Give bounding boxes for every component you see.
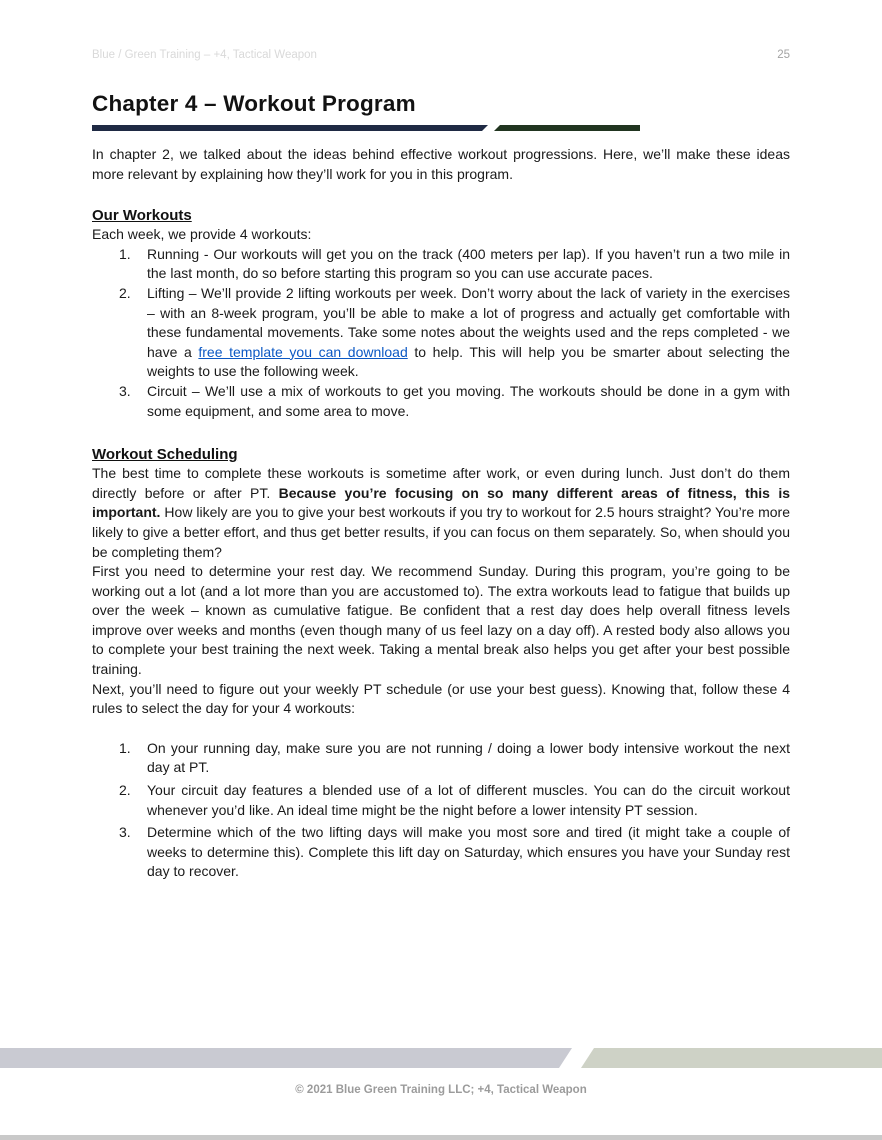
footer-decoration-band <box>0 1048 882 1068</box>
list-item-lifting <box>92 284 790 382</box>
footer-copyright: © 2021 Blue Green Training LLC; +4, Tactical Weapon <box>295 1084 587 1096</box>
list-item-number: 1. <box>119 245 131 262</box>
lifting-text-before: Lifting – We’ll provide 2 lifting workouts per week. Don’t worry about the lack of variety in the exercises – with an 8-week program, you’ll be able to make a lot of progress and actually get comfortable with these fundamental movements. Take some notes about the weights used and the reps completed - we have a <box>147 284 790 360</box>
rule-item-2 <box>92 781 790 820</box>
workouts-list <box>92 245 790 421</box>
scheduling-paragraph-2: First you need to determine your rest day. We recommend Sunday. During this program, you’re going to be working out a lot (and a lot more than you are accustomed to). The extra workouts lead to fatigue that builds up over the week – known as cumulative fatigue. Be confident that a rest day does help overall fitness levels improve over weeks and months (even though many of us feel lazy on a day off). A rested body also allows you to complete your best training the next week. Taking a mental break also helps you get after your best possible training. <box>92 563 790 678</box>
title-divider-navy-bar <box>92 125 488 131</box>
page-number: 25 <box>777 49 790 61</box>
lifting-text-after: to help. This will help you be smarter about selecting the weights to use the following week. <box>147 343 790 380</box>
list-item-text: On your running day, make sure you are not running / doing a lower body intensive workout the next day at PT. <box>147 739 790 776</box>
scheduling-rules-list <box>92 739 790 882</box>
list-item-running <box>92 245 790 284</box>
rule-item-3 <box>92 823 790 882</box>
workouts-lead: Each week, we provide 4 workouts: <box>92 226 312 243</box>
footer-band-right-stripe <box>581 1048 882 1068</box>
list-item-number: 2. <box>119 782 131 799</box>
list-item-text: Running - Our workouts will get you on the track (400 meters per lap). If you haven’t run a two mile in the last month, do so before starting this program so you can use accurate paces. <box>147 245 790 282</box>
list-item-text <box>147 284 790 382</box>
scheduling-paragraph-3: Next, you’ll need to figure out your weekly PT schedule (or use your best guess). Knowing that, follow these 4 rules to select the day for your 4 workouts: <box>92 680 790 717</box>
list-item-text: Circuit – We’ll use a mix of workouts to get you moving. The workouts should be done in a gym with some equipment, and some area to move. <box>147 382 790 419</box>
header-title: Blue / Green Training – +4, Tactical Weapon <box>92 49 317 61</box>
free-template-download-link[interactable]: free template you can download <box>198 343 408 360</box>
scheduling-p1-before: The best time to complete these workouts is sometime after work, or even during lunch. Just don’t do them directly before or after PT. <box>92 465 790 501</box>
section-heading-workout-scheduling: Workout Scheduling <box>92 446 238 464</box>
scheduling-p1-bold: Because you’re focusing on so many different areas of fitness, this is important. <box>92 484 791 521</box>
scheduling-paragraph-1 <box>92 464 790 562</box>
title-divider-green-bar <box>494 125 640 131</box>
footer-band-left-stripe <box>0 1048 572 1068</box>
chapter-title: Chapter 4 – Workout Program <box>92 91 416 116</box>
rule-item-1 <box>92 739 790 778</box>
list-item-circuit <box>92 382 790 421</box>
list-item-number: 3. <box>119 382 131 399</box>
list-item-number: 3. <box>119 824 131 841</box>
list-item-text: Determine which of the two lifting days will make you most sore and tired (it might take a couple of weeks to determine this). Complete this lift day on Saturday, which ensures you have your Sunday rest day to recover. <box>147 824 790 880</box>
list-item-number: 2. <box>119 284 131 301</box>
intro-paragraph: In chapter 2, we talked about the ideas behind effective workout progressions. Here, we’ll make these ideas more relevant by explaining how they’ll work for you in this program. <box>92 146 790 182</box>
page-bottom-edge <box>0 1135 882 1140</box>
title-divider <box>92 125 790 131</box>
running-header <box>0 0 882 62</box>
list-item-text: Your circuit day features a blended use of a lot of different muscles. You can do the circuit workout whenever you’d like. An ideal time might be the night before a lower intensity PT session. <box>147 782 790 818</box>
list-item-number: 1. <box>119 739 131 756</box>
scheduling-p1-after: How likely are you to give your best workouts if you try to workout for 2.5 hours straight? You’re more likely to give a better effort, and thus get better results, if you can focus on them separately. So, when should you be completing them? <box>92 504 790 560</box>
section-heading-our-workouts: Our Workouts <box>92 207 192 225</box>
